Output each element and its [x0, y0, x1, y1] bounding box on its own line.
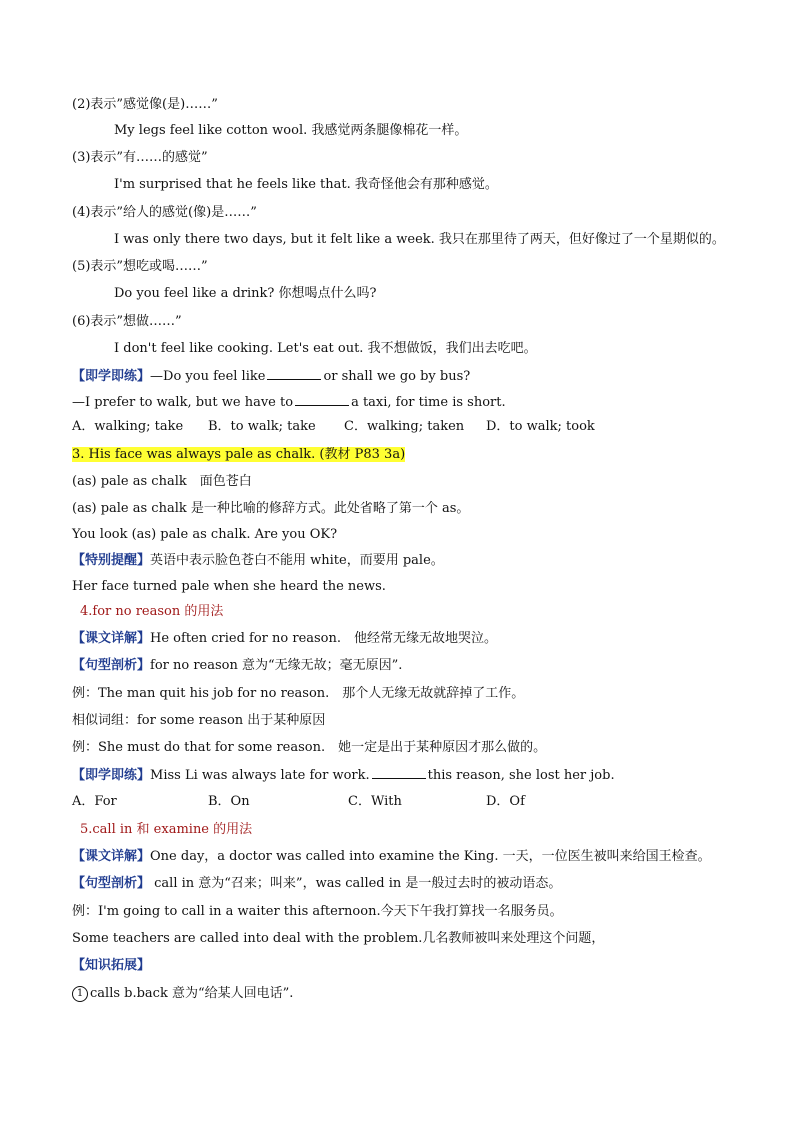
text-tag: 【课文详解】 [72, 849, 151, 864]
exercise-1-options [72, 416, 754, 438]
circled-number-icon: 1 [72, 986, 88, 1002]
option-a: A．For [72, 794, 117, 809]
text-tag: 【课文详解】 [72, 631, 151, 646]
section-4-heading: 4.for no reason 的用法 [80, 604, 224, 619]
usage-3-example: I'm surprised that he feels like that. 我奇怪他会有那种感觉。 [114, 177, 498, 192]
option-d: D．Of [486, 794, 525, 809]
option-d: D．to walk; took [486, 419, 595, 434]
usage-5-heading: (5)表示”想吃或喝……” [72, 259, 208, 274]
usage-4-example: I was only there two days, but it felt like a week. 我只在那里待了两天，但好像过了一个星期似的。 [114, 232, 725, 247]
usage-3-heading: (3)表示”有……的感觉” [72, 150, 208, 165]
answer-blank [267, 365, 321, 380]
exercise-1-response: —I prefer to walk, but we have to a taxi, for time is short. [72, 391, 754, 413]
section-3-note: (as) pale as chalk 是一种比喻的修辞方式。此处省略了第一个 as。 [72, 501, 470, 516]
section-3-phrase: (as) pale as chalk 面色苍白 [72, 474, 252, 489]
usage-5-example: Do you feel like a drink? 你想喝点什么吗? [114, 286, 377, 301]
section-4-text: 【课文详解】He often cried for no reason. 他经常无缘无故地哭泣。 [72, 631, 498, 646]
section-5-extension [72, 955, 754, 977]
exercise-2-question: 【即学即练】Miss Li was always late for work. this reason, she lost her job. [72, 764, 754, 786]
section-5-example-2: Some teachers are called into deal with the problem.几名教师被叫来处理这个问题， [72, 931, 605, 946]
section-3-example-2: Her face turned pale when she heard the news. [72, 579, 386, 594]
usage-4-heading: (4)表示”给人的感觉(像)是……” [72, 205, 257, 220]
section-3-heading: 3. His face was always pale as chalk. (教材 P83 3a) [72, 447, 406, 462]
analysis-tag: 【句型剖析】 [72, 658, 151, 673]
extension-tag: 【知识拓展】 [72, 958, 151, 973]
section-4-example-2: 例：She must do that for some reason. 她一定是出于某种原因才那么做的。 [72, 740, 547, 755]
usage-6-heading: (6)表示”想做……” [72, 314, 182, 329]
section-3-example: You look (as) pale as chalk. Are you OK? [72, 527, 338, 542]
section-5-text: 【课文详解】One day，a doctor was called into examine the King. 一天，一位医生被叫来给国王检查。 [72, 849, 711, 864]
exercise-1-question: 【即学即练】—Do you feel like or shall we go by bus? [72, 365, 754, 387]
option-b: B．to walk; take [208, 419, 316, 434]
tip-tag: 【特别提醒】 [72, 553, 151, 568]
analysis-tag: 【句型剖析】 [72, 876, 151, 891]
option-c: C．walking; taken [344, 419, 465, 434]
section-4-similar: 相似词组：for some reason 出于某种原因 [72, 713, 326, 728]
section-4-analysis: 【句型剖析】for no reason 意为“无缘无故；毫无原因”. [72, 658, 403, 673]
section-5-extension-item: 1 calls b.back 意为“给某人回电话”. [72, 983, 754, 1005]
answer-blank [295, 391, 349, 406]
section-5-example: 例：I'm going to call in a waiter this afternoon.今天下午我打算找一名服务员。 [72, 904, 563, 919]
section-3-tip: 【特别提醒】英语中表示脸色苍白不能用 white，而要用 pale。 [72, 553, 444, 568]
section-5-analysis: 【句型剖析】 call in 意为“召来；叫来”，was called in 是一般过去时的被动语态。 [72, 876, 562, 891]
section-4-example: 例：The man quit his job for no reason. 那个人无缘无故就辞掉了工作。 [72, 686, 525, 701]
option-b: B．On [208, 794, 250, 809]
usage-2-example: My legs feel like cotton wool. 我感觉两条腿像棉花一样。 [114, 123, 468, 138]
usage-2-heading: (2)表示”感觉像(是)……” [72, 97, 218, 112]
exercise-tag: 【即学即练】 [72, 768, 151, 783]
answer-blank [372, 764, 426, 779]
exercise-2-options [72, 791, 754, 813]
option-a: A．walking; take [72, 419, 184, 434]
option-c: C．With [348, 794, 402, 809]
section-5-heading: 5.call in 和 examine 的用法 [80, 822, 253, 837]
usage-6-example: I don't feel like cooking. Let's eat out. 我不想做饭，我们出去吃吧。 [114, 341, 537, 356]
exercise-tag: 【即学即练】 [72, 369, 151, 384]
